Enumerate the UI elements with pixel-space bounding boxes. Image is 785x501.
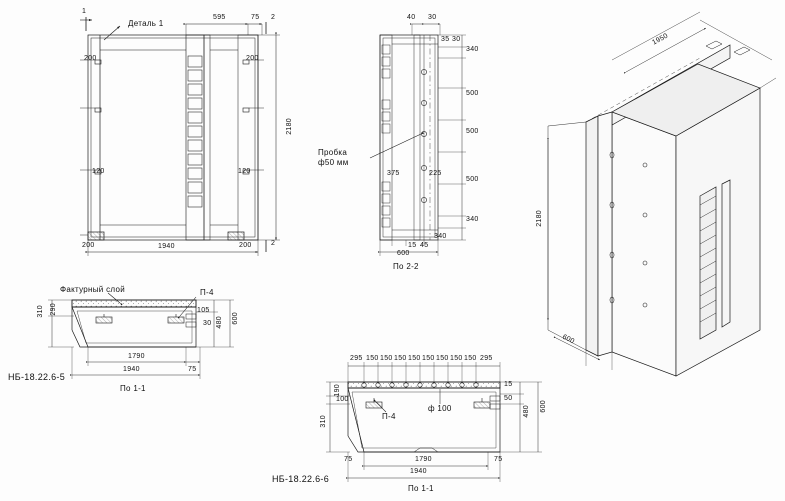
s11t-left-dim-0: 310 bbox=[37, 305, 44, 318]
s22-bottom-dim-2: 340 bbox=[434, 233, 447, 240]
s11t-right-dim-3: 105 bbox=[197, 307, 210, 314]
s22-bottom-dim-0: 15 bbox=[408, 242, 417, 249]
iso-top-dim: 1950 bbox=[651, 32, 670, 47]
s22-right-dim-4: 500 bbox=[466, 128, 479, 135]
s11t-right-dim-0: 30 bbox=[203, 320, 212, 327]
s22-inner-dim-0: 375 bbox=[387, 170, 400, 177]
front-hole-left-dim: 200 bbox=[84, 55, 97, 62]
iso-depth-dim: 600 bbox=[561, 333, 576, 346]
s11t-right-dim-1: 480 bbox=[216, 316, 223, 329]
front-width-dim: 1940 bbox=[158, 243, 175, 250]
s22-right-dim-3: 500 bbox=[466, 90, 479, 97]
s11b-left-dim-2: 310 bbox=[320, 415, 327, 428]
s22-right-dim-5: 500 bbox=[466, 176, 479, 183]
section-1-1-bottom-view bbox=[326, 362, 542, 482]
front-top-dim-1: 595 bbox=[213, 14, 226, 21]
mark-nb-18-22-6-5: НБ-18.22.6-5 bbox=[8, 372, 66, 382]
s11b-top-dim-5: 150 bbox=[422, 355, 435, 362]
mark-nb-18-22-6-6: НБ-18.22.6-6 bbox=[272, 474, 330, 484]
s11b-right-dim-2: 480 bbox=[523, 405, 530, 418]
front-hole-right-dim: 120 bbox=[238, 168, 251, 175]
s22-top-dim-1: 30 bbox=[428, 14, 437, 21]
s11b-top-dim-3: 150 bbox=[394, 355, 407, 362]
isometric-view bbox=[548, 12, 776, 376]
s11b-total: 1940 bbox=[410, 468, 427, 475]
s11t-left-dim-1: 290 bbox=[50, 303, 57, 316]
section-1-1-top-view bbox=[48, 293, 234, 379]
s22-top-dim-0: 40 bbox=[407, 14, 416, 21]
s11t-right-dim-2: 600 bbox=[232, 312, 239, 325]
s11t-bottom-dim-0: 1790 bbox=[128, 353, 145, 360]
s11b-right-dim-1: 50 bbox=[504, 395, 513, 402]
s11t-bottom-dim-1: 75 bbox=[188, 366, 197, 373]
front-right-foot-dim: 200 bbox=[239, 242, 252, 249]
s11b-top-dim-9: 295 bbox=[480, 355, 493, 362]
s11b-top-dim-7: 150 bbox=[450, 355, 463, 362]
s11b-left-dim-0: 190 bbox=[334, 384, 341, 397]
s11b-title: По 1-1 bbox=[408, 484, 434, 493]
s11t-total: 1940 bbox=[123, 366, 140, 373]
s11t-title: По 1-1 bbox=[120, 384, 146, 393]
plug-note-line2: ф50 мм bbox=[318, 158, 349, 167]
texture-layer-note: Фактурный слой bbox=[60, 285, 125, 294]
hole-note: ф 100 bbox=[428, 404, 452, 413]
plug-note-line1: Пробка bbox=[318, 148, 348, 157]
front-left-foot-dim: 200 bbox=[82, 242, 95, 249]
s11b-top-dim-2: 150 bbox=[380, 355, 393, 362]
front-elevation-view bbox=[80, 17, 280, 256]
s22-right-dim-2: 340 bbox=[466, 46, 479, 53]
detail-label: Деталь 1 bbox=[128, 19, 164, 28]
s11b-bottom-dim-2: 75 bbox=[494, 456, 503, 463]
s11b-right-dim-3: 600 bbox=[540, 400, 547, 413]
part-label-p4-top: П-4 bbox=[200, 288, 214, 297]
s22-inner-dim-1: 225 bbox=[429, 170, 442, 177]
part-label-p4-bottom: П-4 bbox=[382, 412, 396, 421]
s22-title: По 2-2 bbox=[393, 262, 419, 271]
s11b-top-dim-1: 150 bbox=[366, 355, 379, 362]
section-tag-2-top: 2 bbox=[271, 14, 276, 21]
section-tag-2-bottom: 2 bbox=[271, 240, 276, 247]
s22-right-dim-1: 30 bbox=[452, 36, 461, 43]
s11b-left-dim-1: 100 bbox=[336, 396, 349, 403]
s22-right-dim-0: 35 bbox=[441, 36, 450, 43]
s22-bottom-total: 600 bbox=[397, 250, 410, 257]
s11b-bottom-dim-1: 1790 bbox=[415, 456, 432, 463]
section-tag-1: 1 bbox=[82, 8, 87, 15]
s11b-top-dim-0: 295 bbox=[350, 355, 363, 362]
front-height-dim: 2180 bbox=[286, 118, 293, 135]
s11b-top-dim-8: 150 bbox=[464, 355, 477, 362]
s22-bottom-dim-1: 45 bbox=[420, 242, 429, 249]
s11b-bottom-dim-0: 75 bbox=[344, 456, 353, 463]
front-hole-right-dim-2: 200 bbox=[246, 55, 259, 62]
front-top-dim-2: 75 bbox=[251, 14, 260, 21]
s11b-right-dim-0: 15 bbox=[504, 381, 513, 388]
front-hole-left-dim-2: 120 bbox=[92, 168, 105, 175]
s11b-top-dim-4: 150 bbox=[408, 355, 421, 362]
iso-height-dim: 2180 bbox=[536, 210, 543, 227]
s11b-top-dim-6: 150 bbox=[436, 355, 449, 362]
section-2-2-view bbox=[370, 24, 466, 256]
s22-right-dim-6: 340 bbox=[466, 216, 479, 223]
